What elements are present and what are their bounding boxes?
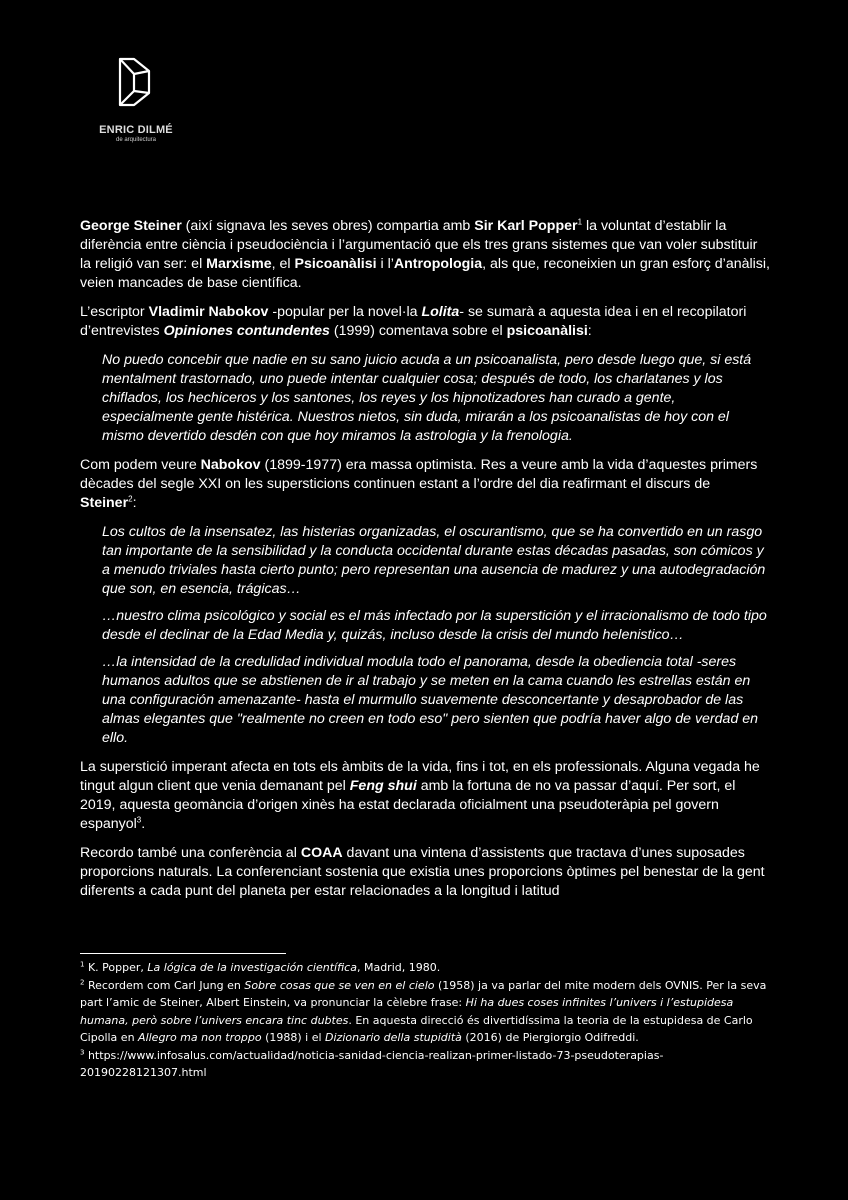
paragraph-5 (80, 844, 770, 901)
quote-steiner-1: Los cultos de la insensatez, las histerias organizadas, el oscurantismo, que se ha convertido en un rasgo tan importante de la sensibilidad y la conducta occidental durante estas décadas pasadas, son cómicos y a menudo triviales hasta cierto punto; pero representan una ausencia de madurez y una autodegradación que son, en esencia, trágicas… (102, 524, 766, 597)
bold-italic-text: Feng shui (349, 778, 417, 794)
text: Com podem veure (80, 457, 201, 473)
bold-text: George Steiner (80, 218, 182, 234)
paragraph-2 (80, 303, 770, 341)
text: , als que, reconeixien un gran esforç d’anàlisi, veien mancades de base científica. (80, 256, 770, 291)
paragraph-1 (80, 217, 770, 293)
text: K. Popper, (84, 961, 148, 974)
text: (2016) de Piergiorgio Odifreddi. (461, 1031, 639, 1044)
text: . (141, 816, 146, 832)
text: amb la fortuna de no va passar d’aquí. Per sort, el 2019, aquesta geomància d’origen xinès ha estat declarada oficialment una pseudoteràpia pel govern espanyol (80, 778, 736, 832)
bold-italic-text: Opiniones contundentes (163, 323, 330, 339)
footnote-1 (80, 959, 770, 977)
bold-italic-text: Lolita (421, 304, 460, 320)
text: -popular per la novel·la (268, 304, 422, 320)
text: L’escriptor (80, 304, 149, 320)
text: , Madrid, 1980. (356, 961, 441, 974)
bold-text: Steiner (80, 495, 129, 511)
footnote-3 (80, 1047, 770, 1082)
bold-text: COAA (300, 845, 343, 861)
quote-nabokov: No puedo concebir que nadie en su sano juicio acuda a un psicoanalista, pero desde luego que, si está mentalment trastornado, uno puede intentar cualquier cosa; después de todo, los charlatanes y los chiflados, los hechiceros y los santones, los reyes y los hipnotizadores han curado a gente, especialmente gente histérica. Nuestros nietos, sin duda, mirarán a los psicoanalistas de hoy con el mismo devertido desdén con que hoy miramos la astrologia y la frenologia. (102, 352, 752, 444)
text: La superstició imperant afecta en tots els àmbits de la vida, fins i tot, en els professionals. Alguna vegada he tingut algun client que venia demanant pel (80, 759, 760, 794)
paragraph-3 (80, 456, 770, 513)
bold-text: Vladimir Nabokov (148, 304, 269, 320)
footnote-2 (80, 977, 770, 1047)
text: (1988) i el (261, 1031, 326, 1044)
footnote-number: 3 (80, 1047, 85, 1056)
italic-text: La lógica de la investigación científica (147, 961, 357, 974)
text: Recordem com Carl Jung en (84, 978, 245, 992)
footnote-ref[interactable]: 3 (136, 815, 142, 825)
text: : (132, 495, 137, 511)
footnote-number: 2 (80, 977, 85, 986)
paragraph-4 (80, 758, 770, 834)
footnote-separator (80, 953, 286, 954)
footnote-number: 1 (80, 960, 85, 969)
logo-mark-icon (116, 56, 156, 108)
bold-text: Sir Karl Popper (474, 218, 578, 234)
logo-subtitle: de arquitectura (115, 137, 157, 143)
text: - se sumarà a aquesta idea i en el recopilatori d’entrevistes (80, 304, 747, 339)
article-body (80, 217, 770, 911)
text: : (587, 323, 592, 339)
footnotes (80, 959, 770, 1082)
italic-text: Sobre cosas que se ven en el cielo (244, 978, 435, 992)
text: i l’ (376, 256, 394, 272)
text: (1999) comentava sobre el (329, 323, 507, 339)
text: davant una vintena d’assistents que tractava d’unes suposades proporcions naturals. La conferenciant sostenia que existia unes proporcions òptimes pel benestar de la gent diferents a cada punt del planeta per estar relacionades a la longitud i latitud (80, 845, 765, 899)
text: (1958) ja va parlar del mite modern dels OVNIS. Per la seva part l’amic de Steiner, Albert Einstein, va pronunciar la cèlebre frase: (80, 978, 767, 1009)
text: (1899-1977) era massa optimista. Res a veure amb la vida d’aquestes primers dècades del segle XXI on les supersticions continuen estant a l’ordre del dia reafirmant el discurs de (80, 457, 758, 492)
italic-text: Allegro ma non troppo (138, 1031, 262, 1044)
bold-text: Psicoanàlisi (294, 256, 377, 272)
text: . En aquesta direcció és divertidíssima la teoria de la estupidesa de Carlo Cipolla en (80, 1013, 753, 1044)
footnote-link[interactable]: https://www.infosalus.com/actualidad/noticia-sanidad-ciencia-realizan-primer-listado-73-pseudoterapias-20190228121307.html (80, 1048, 664, 1079)
italic-text: Dizionario della stupidità (325, 1031, 462, 1044)
quote-steiner-3: …la intensidad de la credulidad individual modula todo el panorama, desde la obediencia total -seres humanos adultos que se abstienen de ir al trabajo y se meten en la cama cuando les estrellas están en una configuración amenazante- hasta el murmullo suavemente desconcertante y desaprobador de las almas elegantes que "realmente no creen en todo eso" pero sienten que podría haver algo de verdad en ello. (102, 654, 759, 746)
bold-text: Marxisme (206, 256, 272, 272)
text: (així signava les seves obres) compartia amb (181, 218, 475, 234)
bold-text: Nabokov (200, 457, 261, 473)
company-logo (96, 56, 176, 144)
footnote-ref[interactable]: 1 (577, 217, 583, 227)
quote-steiner-2: …nuestro clima psicológico y social es el más infectado por la superstición y el irracionalismo de todo tipo desde el declinar de la Edad Media y, quizás, incluso desde la crisis del mundo helenistico… (102, 608, 767, 643)
bold-text: Antropologia (393, 256, 483, 272)
text: la voluntat d’establir la diferència entre ciència i pseudociència i l’argumentació que els tres grans sistemes que van voler substituir la religió van ser: el (80, 218, 758, 272)
text: , el (271, 256, 295, 272)
bold-text: psicoanàlisi (506, 323, 588, 339)
italic-text: Hi ha dues coses infinites l’univers i l’estupidesa humana, però sobre l’univers encara tinc dubtes (80, 996, 734, 1027)
text: Recordo també una conferència al (80, 845, 301, 861)
logo-name: ENRIC DILMÉ (99, 124, 173, 136)
footnote-ref[interactable]: 2 (128, 494, 133, 504)
